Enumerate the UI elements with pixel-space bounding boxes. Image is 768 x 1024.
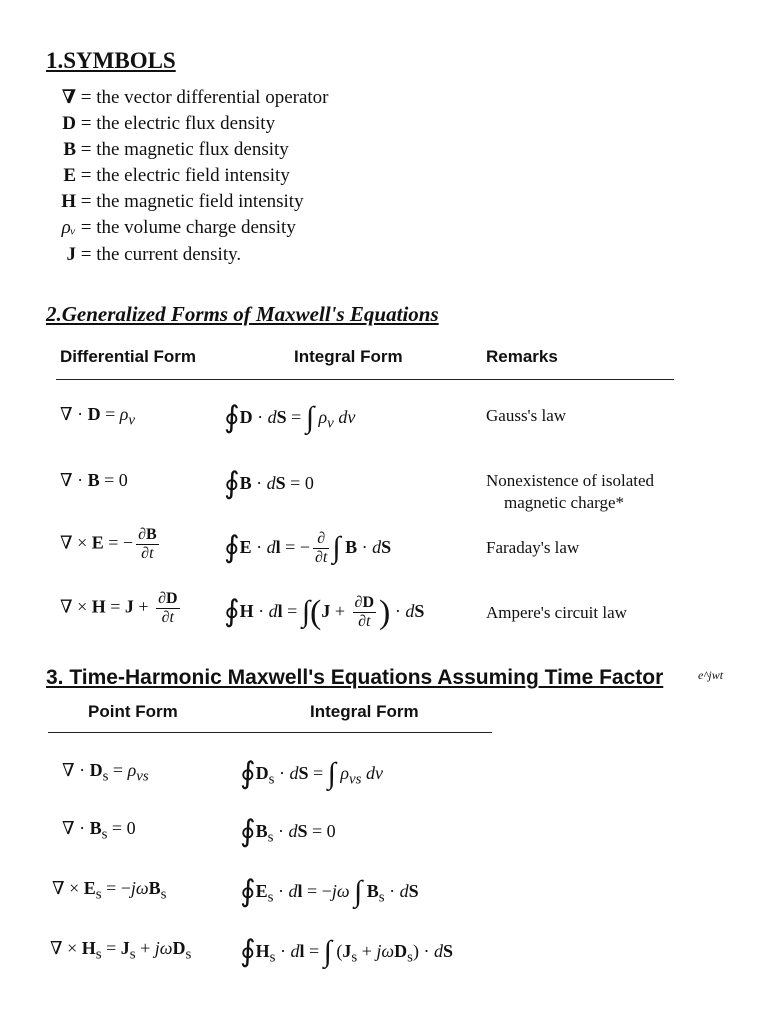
eq-th-magnetic-point: ∇ · $B_s = 0$	[62, 818, 136, 843]
symbol-desc: = the magnetic flux density	[80, 139, 289, 160]
table-rule-3	[48, 732, 492, 733]
time-factor: e^jwt	[698, 668, 724, 682]
eq-faraday-differential: ∇ × E = − $\frac{\partial B}{\partial t}$	[60, 526, 157, 562]
eq-th-faraday-point: ∇ × $E_s = -j\omega B_s$	[52, 878, 167, 903]
symbol-desc: = the magnetic field intensity	[80, 191, 304, 212]
eq-th-ampere-point: ∇ × $H_s = J_s + j\omega D_s$	[50, 938, 192, 963]
col-point-form: Point Form	[88, 702, 178, 721]
eq-faraday-integral: ∮E · dl = − $\frac{\partial}{\partial t}$ ∫ B · dS	[224, 530, 392, 567]
symbol: H	[61, 191, 76, 212]
eq-th-gauss-integral: $∮D_s$ · dS = ∫ $\rho_{vs}$ dv	[240, 757, 384, 790]
symbol: B	[63, 139, 76, 160]
section2-title: 2.Generalized Forms of Maxwell's Equations	[46, 302, 439, 326]
symbol-row-j	[46, 244, 241, 270]
symbol-row-b	[46, 139, 289, 165]
symbol: D	[62, 113, 76, 134]
symbol-row-rho	[46, 217, 296, 243]
symbol-desc: = the electric flux density	[80, 113, 276, 134]
table-rule	[56, 379, 674, 380]
eq-magnetic-integral: ∮B · dS = 0	[224, 467, 314, 500]
remark-gauss: Gauss's law	[486, 406, 567, 425]
symbol-desc: = the current density.	[80, 244, 242, 265]
symbol-desc: = the electric field intensity	[80, 165, 290, 186]
col-differential-form: Differential Form	[60, 347, 197, 366]
symbol-row-nabla	[46, 86, 329, 112]
eq-th-magnetic-integral: $∮B_s$ · dS = 0	[240, 815, 336, 848]
section1-title: 1.SYMBOLS	[46, 48, 176, 73]
eq-th-gauss-point: ∇ · $D_s = \rho_{vs}$	[62, 760, 149, 785]
symbol-row-e	[46, 165, 290, 191]
section3-title: 3. Time-Harmonic Maxwell's Equations Assuming Time Factor	[46, 666, 664, 689]
remark-faraday: Faraday's law	[486, 538, 580, 557]
remark-nonexistence-2: magnetic charge*	[504, 493, 625, 512]
symbol: J	[66, 244, 76, 265]
remark-ampere: Ampere's circuit law	[486, 603, 627, 622]
eq-gauss-integral: ∮D · dS = ∫ $\rho_v$ dv	[224, 401, 356, 434]
eq-ampere-differential: ∇ × H = J + $\frac{\partial D}{\partial t}$	[60, 590, 178, 626]
symbol-row-d	[46, 113, 275, 139]
symbol-desc: = the vector differential operator	[80, 87, 329, 108]
col-remarks: Remarks	[486, 347, 558, 366]
col-integral-form-3: Integral Form	[310, 702, 419, 721]
remark-nonexistence-1: Nonexistence of isolated	[486, 471, 655, 490]
eq-magnetic-differential: ∇ · B = 0	[60, 470, 128, 490]
symbol: E	[63, 165, 76, 186]
eq-ampere-integral: ∮H · dl = ∫(J + $\frac{\partial D}{\partial t}$ ) · dS	[224, 593, 425, 631]
eq-th-ampere-integral: $∮H_s$ · dl = ∫ $(J_s + j\omega D_s)$ · dS	[240, 935, 453, 968]
symbol: ρᵥ	[61, 217, 76, 238]
symbol-row-h	[46, 191, 304, 217]
col-integral-form: Integral Form	[294, 347, 403, 366]
eq-gauss-differential: ∇ · $D = \rho_v$	[60, 404, 136, 429]
symbol: ∇	[61, 87, 76, 108]
symbol-desc: = the volume charge density	[80, 217, 296, 238]
eq-th-faraday-integral: $∮E_s$ · dl = −jω ∫ $B_s$ · dS	[240, 875, 419, 908]
